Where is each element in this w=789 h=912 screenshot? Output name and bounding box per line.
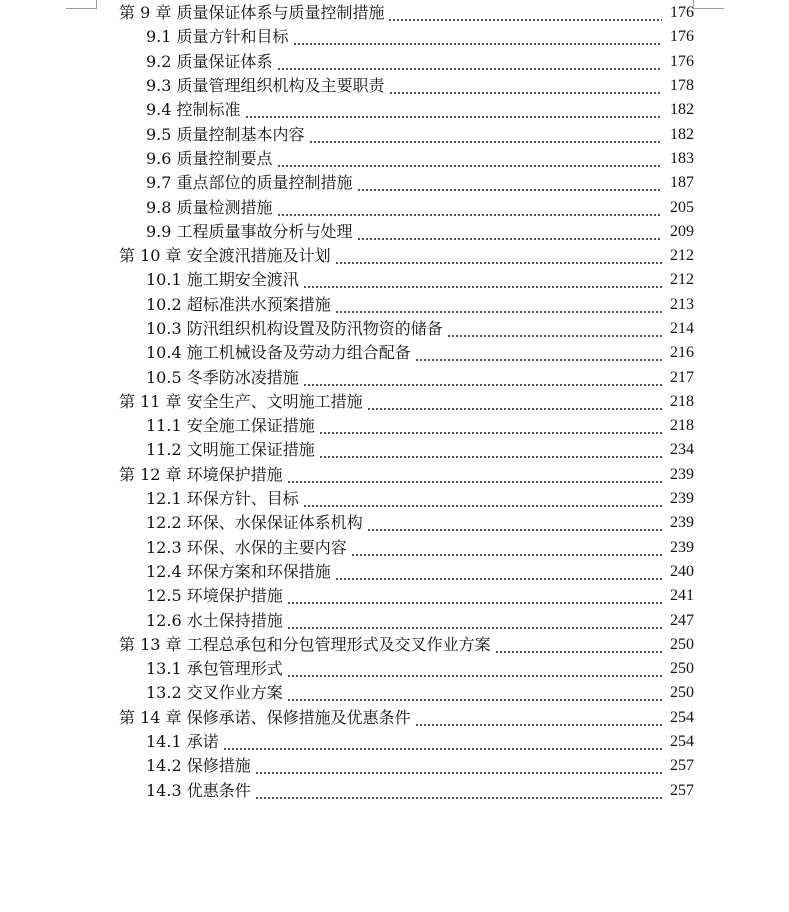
toc-page-number: 239 (670, 465, 694, 483)
toc-page-number: 241 (670, 587, 694, 605)
toc-section-entry[interactable] (0, 584, 789, 608)
toc-page-number: 176 (670, 52, 694, 70)
toc-entry-title: 9.1 质量方针和目标 (146, 27, 289, 47)
toc-section-entry[interactable] (0, 365, 789, 389)
toc-page-number: 239 (670, 514, 694, 532)
toc-section-entry[interactable] (0, 536, 789, 560)
dot-leader (335, 244, 662, 268)
toc-entry-title: 12.6 水土保持措施 (146, 610, 283, 630)
toc-page-number: 212 (670, 271, 694, 289)
toc-section-entry[interactable] (0, 341, 789, 365)
toc-page-number: 257 (670, 781, 694, 799)
dot-leader (357, 171, 662, 195)
toc-section-entry[interactable] (0, 171, 789, 195)
toc-page-number: 234 (670, 441, 694, 459)
toc-entry-title: 第 9 章 质量保证体系与质量控制措施 (119, 3, 385, 23)
toc-page-number: 176 (670, 28, 694, 46)
toc-page-number: 209 (670, 222, 694, 240)
toc-section-entry[interactable] (0, 438, 789, 462)
dot-leader (389, 74, 662, 98)
dot-leader (351, 536, 662, 560)
toc-entry-title: 9.6 质量控制要点 (146, 148, 273, 168)
toc-entry-title: 第 10 章 安全渡汛措施及计划 (119, 246, 331, 266)
toc-entry-title: 12.5 环境保护措施 (146, 586, 283, 606)
toc-page-number: 205 (670, 198, 694, 216)
toc-entry-title: 13.1 承包管理形式 (146, 659, 283, 679)
dot-leader (303, 487, 662, 511)
dot-leader (255, 779, 662, 803)
dot-leader (303, 268, 662, 292)
dot-leader (277, 147, 662, 171)
toc-page-number: 176 (670, 4, 694, 22)
dot-leader (303, 366, 662, 390)
toc-section-entry[interactable] (0, 220, 789, 244)
dot-leader (287, 681, 662, 705)
toc-section-entry[interactable] (0, 293, 789, 317)
toc-entry-title: 12.1 环保方针、目标 (146, 489, 299, 509)
toc-section-entry[interactable] (0, 681, 789, 705)
toc-page-number: 239 (670, 538, 694, 556)
dot-leader (367, 511, 662, 535)
toc-section-entry[interactable] (0, 779, 789, 803)
toc-section-entry[interactable] (0, 657, 789, 681)
dot-leader (388, 1, 662, 25)
dot-leader (357, 220, 662, 244)
toc-page-number: 239 (670, 490, 694, 508)
toc-entry-title: 9.4 控制标准 (146, 100, 241, 120)
toc-entry-title: 第 13 章 工程总承包和分包管理形式及交叉作业方案 (119, 634, 491, 654)
toc-section-entry[interactable] (0, 730, 789, 754)
toc-chapter-entry[interactable] (0, 633, 789, 657)
toc-section-entry[interactable] (0, 754, 789, 778)
dot-leader (293, 25, 662, 49)
toc-page-number: 212 (670, 247, 694, 265)
toc-entry-title: 12.4 环保方案和环保措施 (146, 561, 331, 581)
toc-entry-title: 第 14 章 保修承诺、保修措施及优惠条件 (119, 707, 411, 727)
toc-section-entry[interactable] (0, 122, 789, 146)
toc-page-number: 250 (670, 684, 694, 702)
toc-section-entry[interactable] (0, 98, 789, 122)
toc-page-number: 183 (670, 149, 694, 167)
dot-leader (415, 341, 662, 365)
toc-section-entry[interactable] (0, 608, 789, 632)
toc-page-number: 182 (670, 125, 694, 143)
toc-entry-title: 第 11 章 安全生产、文明施工措施 (119, 391, 363, 411)
toc-entry-title: 11.2 文明施工保证措施 (146, 440, 315, 460)
toc-entry-title: 9.5 质量控制基本内容 (146, 124, 305, 144)
toc-entry-title: 12.3 环保、水保的主要内容 (146, 537, 347, 557)
toc-page-number: 178 (670, 77, 694, 95)
toc-section-entry[interactable] (0, 268, 789, 292)
toc-entry-title: 10.4 施工机械设备及劳动力组合配备 (146, 343, 411, 363)
toc-page-number: 218 (670, 392, 694, 410)
toc-entry-title: 9.8 质量检测措施 (146, 197, 273, 217)
toc-page-number: 240 (670, 562, 694, 580)
toc-entry-title: 9.9 工程质量事故分析与处理 (146, 221, 353, 241)
toc-page-number: 182 (670, 101, 694, 119)
dot-leader (287, 609, 662, 633)
toc-page-number: 247 (670, 611, 694, 629)
dot-leader (223, 730, 662, 754)
toc-chapter-entry[interactable] (0, 463, 789, 487)
toc-chapter-entry[interactable] (0, 244, 789, 268)
table-of-contents (0, 1, 789, 803)
dot-leader (495, 633, 662, 657)
dot-leader (287, 584, 662, 608)
toc-section-entry[interactable] (0, 487, 789, 511)
toc-entry-title: 10.1 施工期安全渡汛 (146, 270, 299, 290)
dot-leader (245, 98, 662, 122)
dot-leader (447, 317, 662, 341)
toc-page-number: 187 (670, 174, 694, 192)
toc-entry-title: 10.5 冬季防冰凌措施 (146, 367, 299, 387)
toc-page-number: 216 (670, 344, 694, 362)
toc-entry-title: 11.1 安全施工保证措施 (146, 416, 315, 436)
dot-leader (309, 123, 662, 147)
toc-section-entry[interactable] (0, 147, 789, 171)
dot-leader (287, 463, 662, 487)
toc-section-entry[interactable] (0, 511, 789, 535)
toc-page-number: 254 (670, 708, 694, 726)
toc-page-number: 218 (670, 417, 694, 435)
toc-page-number: 213 (670, 295, 694, 313)
dot-leader (287, 657, 662, 681)
dot-leader (335, 293, 662, 317)
toc-entry-title: 12.2 环保、水保保证体系机构 (146, 513, 363, 533)
toc-entry-title: 10.2 超标准洪水预案措施 (146, 294, 331, 314)
dot-leader (319, 438, 662, 462)
toc-entry-title: 9.2 质量保证体系 (146, 51, 273, 71)
toc-entry-title: 13.2 交叉作业方案 (146, 683, 283, 703)
toc-page-number: 250 (670, 635, 694, 653)
toc-page-number: 254 (670, 733, 694, 751)
toc-chapter-entry[interactable] (0, 1, 789, 25)
toc-entry-title: 9.3 质量管理组织机构及主要职责 (146, 76, 385, 96)
toc-page-number: 217 (670, 368, 694, 386)
dot-leader (367, 390, 662, 414)
toc-page-number: 250 (670, 660, 694, 678)
toc-entry-title: 9.7 重点部位的质量控制措施 (146, 173, 353, 193)
toc-section-entry[interactable] (0, 560, 789, 584)
toc-section-entry[interactable] (0, 74, 789, 98)
toc-section-entry[interactable] (0, 25, 789, 49)
toc-entry-title: 第 12 章 环境保护措施 (119, 464, 283, 484)
toc-section-entry[interactable] (0, 414, 789, 438)
toc-chapter-entry[interactable] (0, 390, 789, 414)
toc-entry-title: 14.1 承诺 (146, 732, 219, 752)
dot-leader (319, 414, 662, 438)
toc-entry-title: 14.3 优惠条件 (146, 780, 251, 800)
dot-leader (277, 196, 662, 220)
toc-section-entry[interactable] (0, 195, 789, 219)
dot-leader (255, 754, 662, 778)
dot-leader (277, 50, 662, 74)
toc-page-number: 214 (670, 320, 694, 337)
toc-entry-title: 14.2 保修措施 (146, 756, 251, 776)
toc-section-entry[interactable] (0, 317, 789, 341)
toc-chapter-entry[interactable] (0, 706, 789, 730)
dot-leader (335, 560, 662, 584)
dot-leader (415, 706, 662, 730)
toc-page-number: 257 (670, 757, 694, 775)
toc-entry-title: 10.3 防汛组织机构设置及防汛物资的储备 (146, 319, 443, 338)
toc-section-entry[interactable] (0, 50, 789, 74)
